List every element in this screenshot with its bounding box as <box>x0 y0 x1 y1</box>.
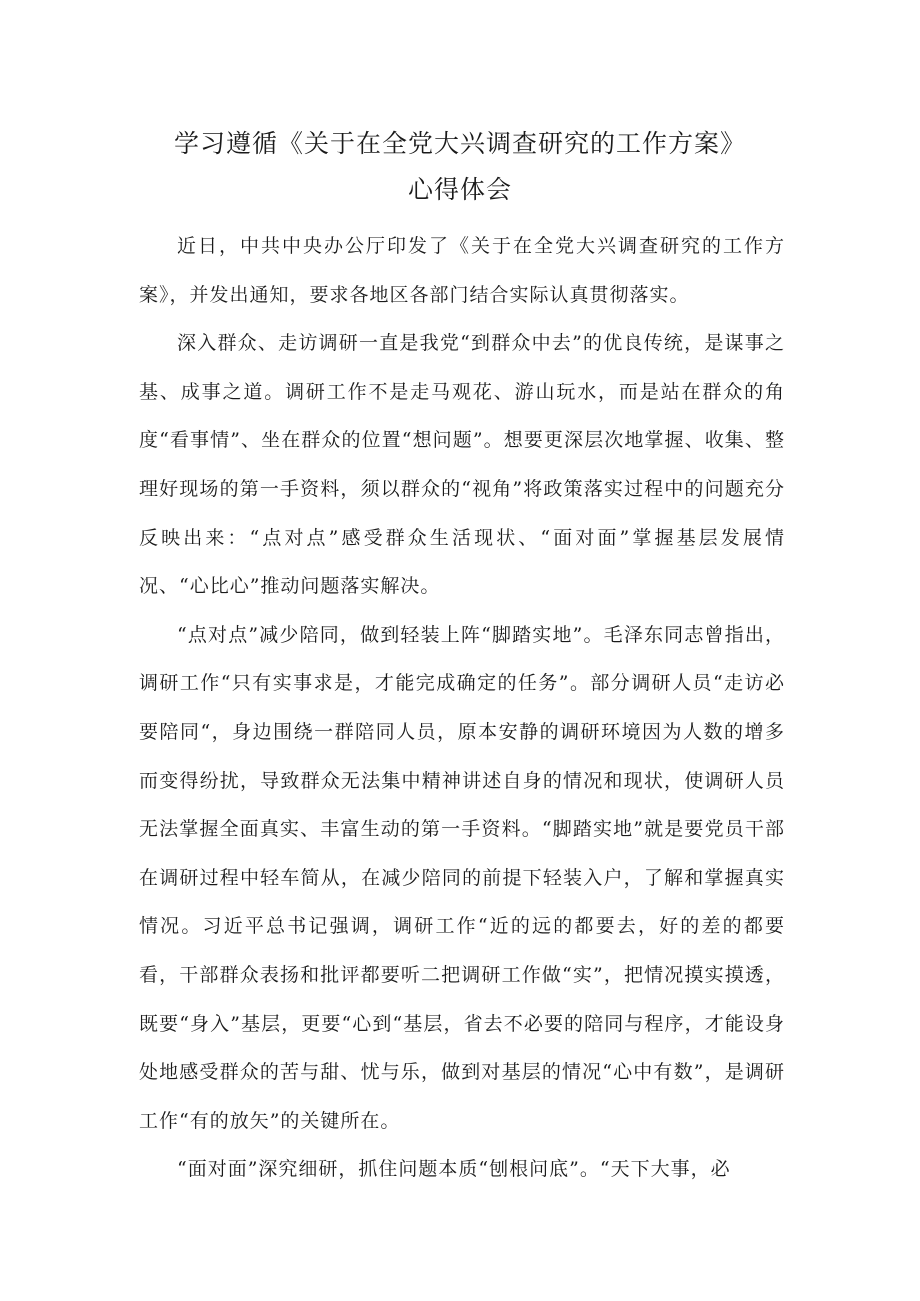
document-body <box>139 222 785 1194</box>
document-subtitle: 心得体会 <box>407 175 512 204</box>
paragraph-2: 深入群众、走访调研一直是我党“到群众中去”的优良传统，是谋事之基、成事之道。调研工作不是走马观花、游山玩水，而是站在群众的角度“看事情”、坐在群众的位置“想问题”。想要更深层次地掌握、收集、整理好现场的第一手资料，须以群众的“视角”将政策落实过程中的问题充分反映出来：“点对点”感受群众生活现状、“面对面”掌握基层发展情况、“心比心”推动问题落实解决。 <box>139 332 785 598</box>
paragraph-3: “点对点”减少陪同，做到轻装上阵“脚踏实地”。毛泽东同志曾指出，调研工作“只有实事求是，才能完成确定的任务”。部分调研人员“走访必要陪同“，身边围绕一群陪同人员，原本安静的调研环境因为人数的增多而变得纷扰，导致群众无法集中精神讲述自身的情况和现状，使调研人员无法掌握全面真实、丰富生动的第一手资料。“脚踏实地”就是要党员干部在调研过程中轻车简从，在减少陪同的前提下轻装入户，了解和掌握真实情况。习近平总书记强调，调研工作“近的远的都要去，好的差的都要看，干部群众表扬和批评都要听二把调研工作做“实”，把情况摸实摸透，既要“身入”基层，更要“心到“基层，省去不必要的陪同与程序，才能设身处地感受群众的苦与甜、忧与乐，做到对基层的情况“心中有数”，是调研工作“有的放矢”的关键所在。 <box>139 623 785 1132</box>
paragraph-4: “面对面”深究细研，抓住问题本质“刨根问底”。“天下大事，必 <box>177 1158 731 1181</box>
document-title: 学习遵循《关于在全党大兴调查研究的工作方案》 <box>173 129 746 158</box>
paragraph-1: 近日，中共中央办公厅印发了《关于在全党大兴调查研究的工作方案》，并发出通知，要求各地区各部门结合实际认真贯彻落实。 <box>139 235 785 306</box>
